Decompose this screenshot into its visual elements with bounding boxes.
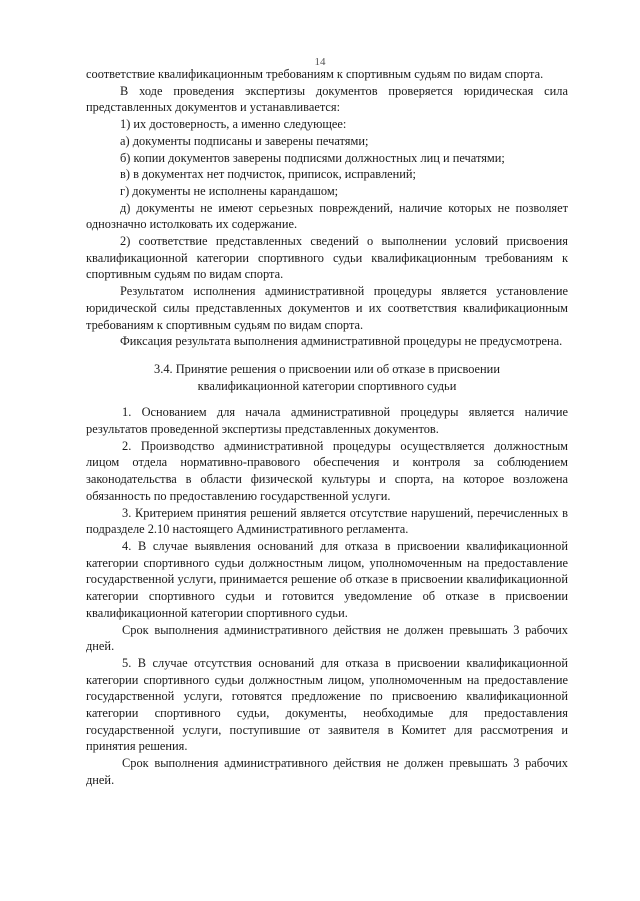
section-heading-line: квалификационной категории спортивного судьи: [197, 378, 457, 393]
list-item: д) документы не имеют серьезных повреждений, наличие которых не позволяет однозначно истолковать их содержание.: [86, 200, 568, 232]
list-item: б) копии документов заверены подписями должностных лиц и печатями;: [120, 150, 505, 165]
list-item: г) документы не исполнены карандашом;: [120, 183, 339, 198]
list-item: 2) соответствие представленных сведений о выполнении условий присвоения квалификационной категории спортивного судьи квалификационным требованиям к спортивным судьям по видам спорта.: [86, 234, 568, 282]
paragraph: 1. Основанием для начала административной процедуры является наличие результатов проведенной экспертизы представленных документов.: [86, 405, 568, 437]
paragraph: Результатом исполнения административной процедуры является установление юридической силы представленных документов и их соответствия квалификационным требованиям к спортивным судьям по видам спорта.: [86, 284, 568, 332]
paragraph: Срок выполнения административного действия не должен превышать 3 рабочих дней.: [86, 622, 568, 654]
paragraph: Фиксация результата выполнения административной процедуры не предусмотрена.: [120, 334, 563, 349]
page-number: 14: [314, 56, 326, 68]
paragraph: Срок выполнения административного действия не должен превышать 3 рабочих дней.: [86, 756, 568, 787]
list-item: 1) их достоверность, а именно следующее:: [120, 117, 347, 132]
section-heading-line: 3.4. Принятие решения о присвоении или об отказе в присвоении: [154, 361, 500, 376]
paragraph: 2. Производство административной процедуры осуществляется должностным лицом отдела нормативно-правового обеспечения и контроля за соблюдением законодательства в области физической культуры и спорта, на которое возложена обязанность по предоставлению государственной услуги.: [86, 438, 568, 503]
document-body: [86, 66, 568, 789]
paragraph: соответствие квалификационным требованиям к спортивным судьям по видам спорта.: [86, 67, 544, 81]
paragraph: В ходе проведения экспертизы документов проверяется юридическая сила представленных документов и устанавливается:: [86, 83, 568, 115]
list-item: в) в документах нет подчисток, приписок, исправлений;: [120, 167, 416, 182]
list-item: а) документы подписаны и заверены печатями;: [120, 133, 369, 148]
section-heading: [86, 361, 568, 394]
paragraph: 3. Критерием принятия решений является отсутствие нарушений, перечисленных в подразделе 2.10 настоящего Административного регламента.: [86, 505, 568, 537]
paragraph: 4. В случае выявления оснований для отказа в присвоении квалификационной категории спортивного судьи должностным лицом, уполномоченным на предоставление государственной услуги, принимается решение об отказе в присвоении квалификационной категории спортивного судьи и готовится уведомление об отказе в присвоении квалификационной категории спортивного судьи.: [86, 538, 568, 620]
paragraph: 5. В случае отсутствия оснований для отказа в присвоении квалификационной категории спортивного судьи должностным лицом, уполномоченным на предоставление государственной услуги, готовятся предложение по присвоению квалификационной категории спортивного судьи, документы, необходимые для предоставления государственной услуги, поступившие от заявителя в Комитет для рассмотрения и принятия решения.: [86, 655, 568, 754]
